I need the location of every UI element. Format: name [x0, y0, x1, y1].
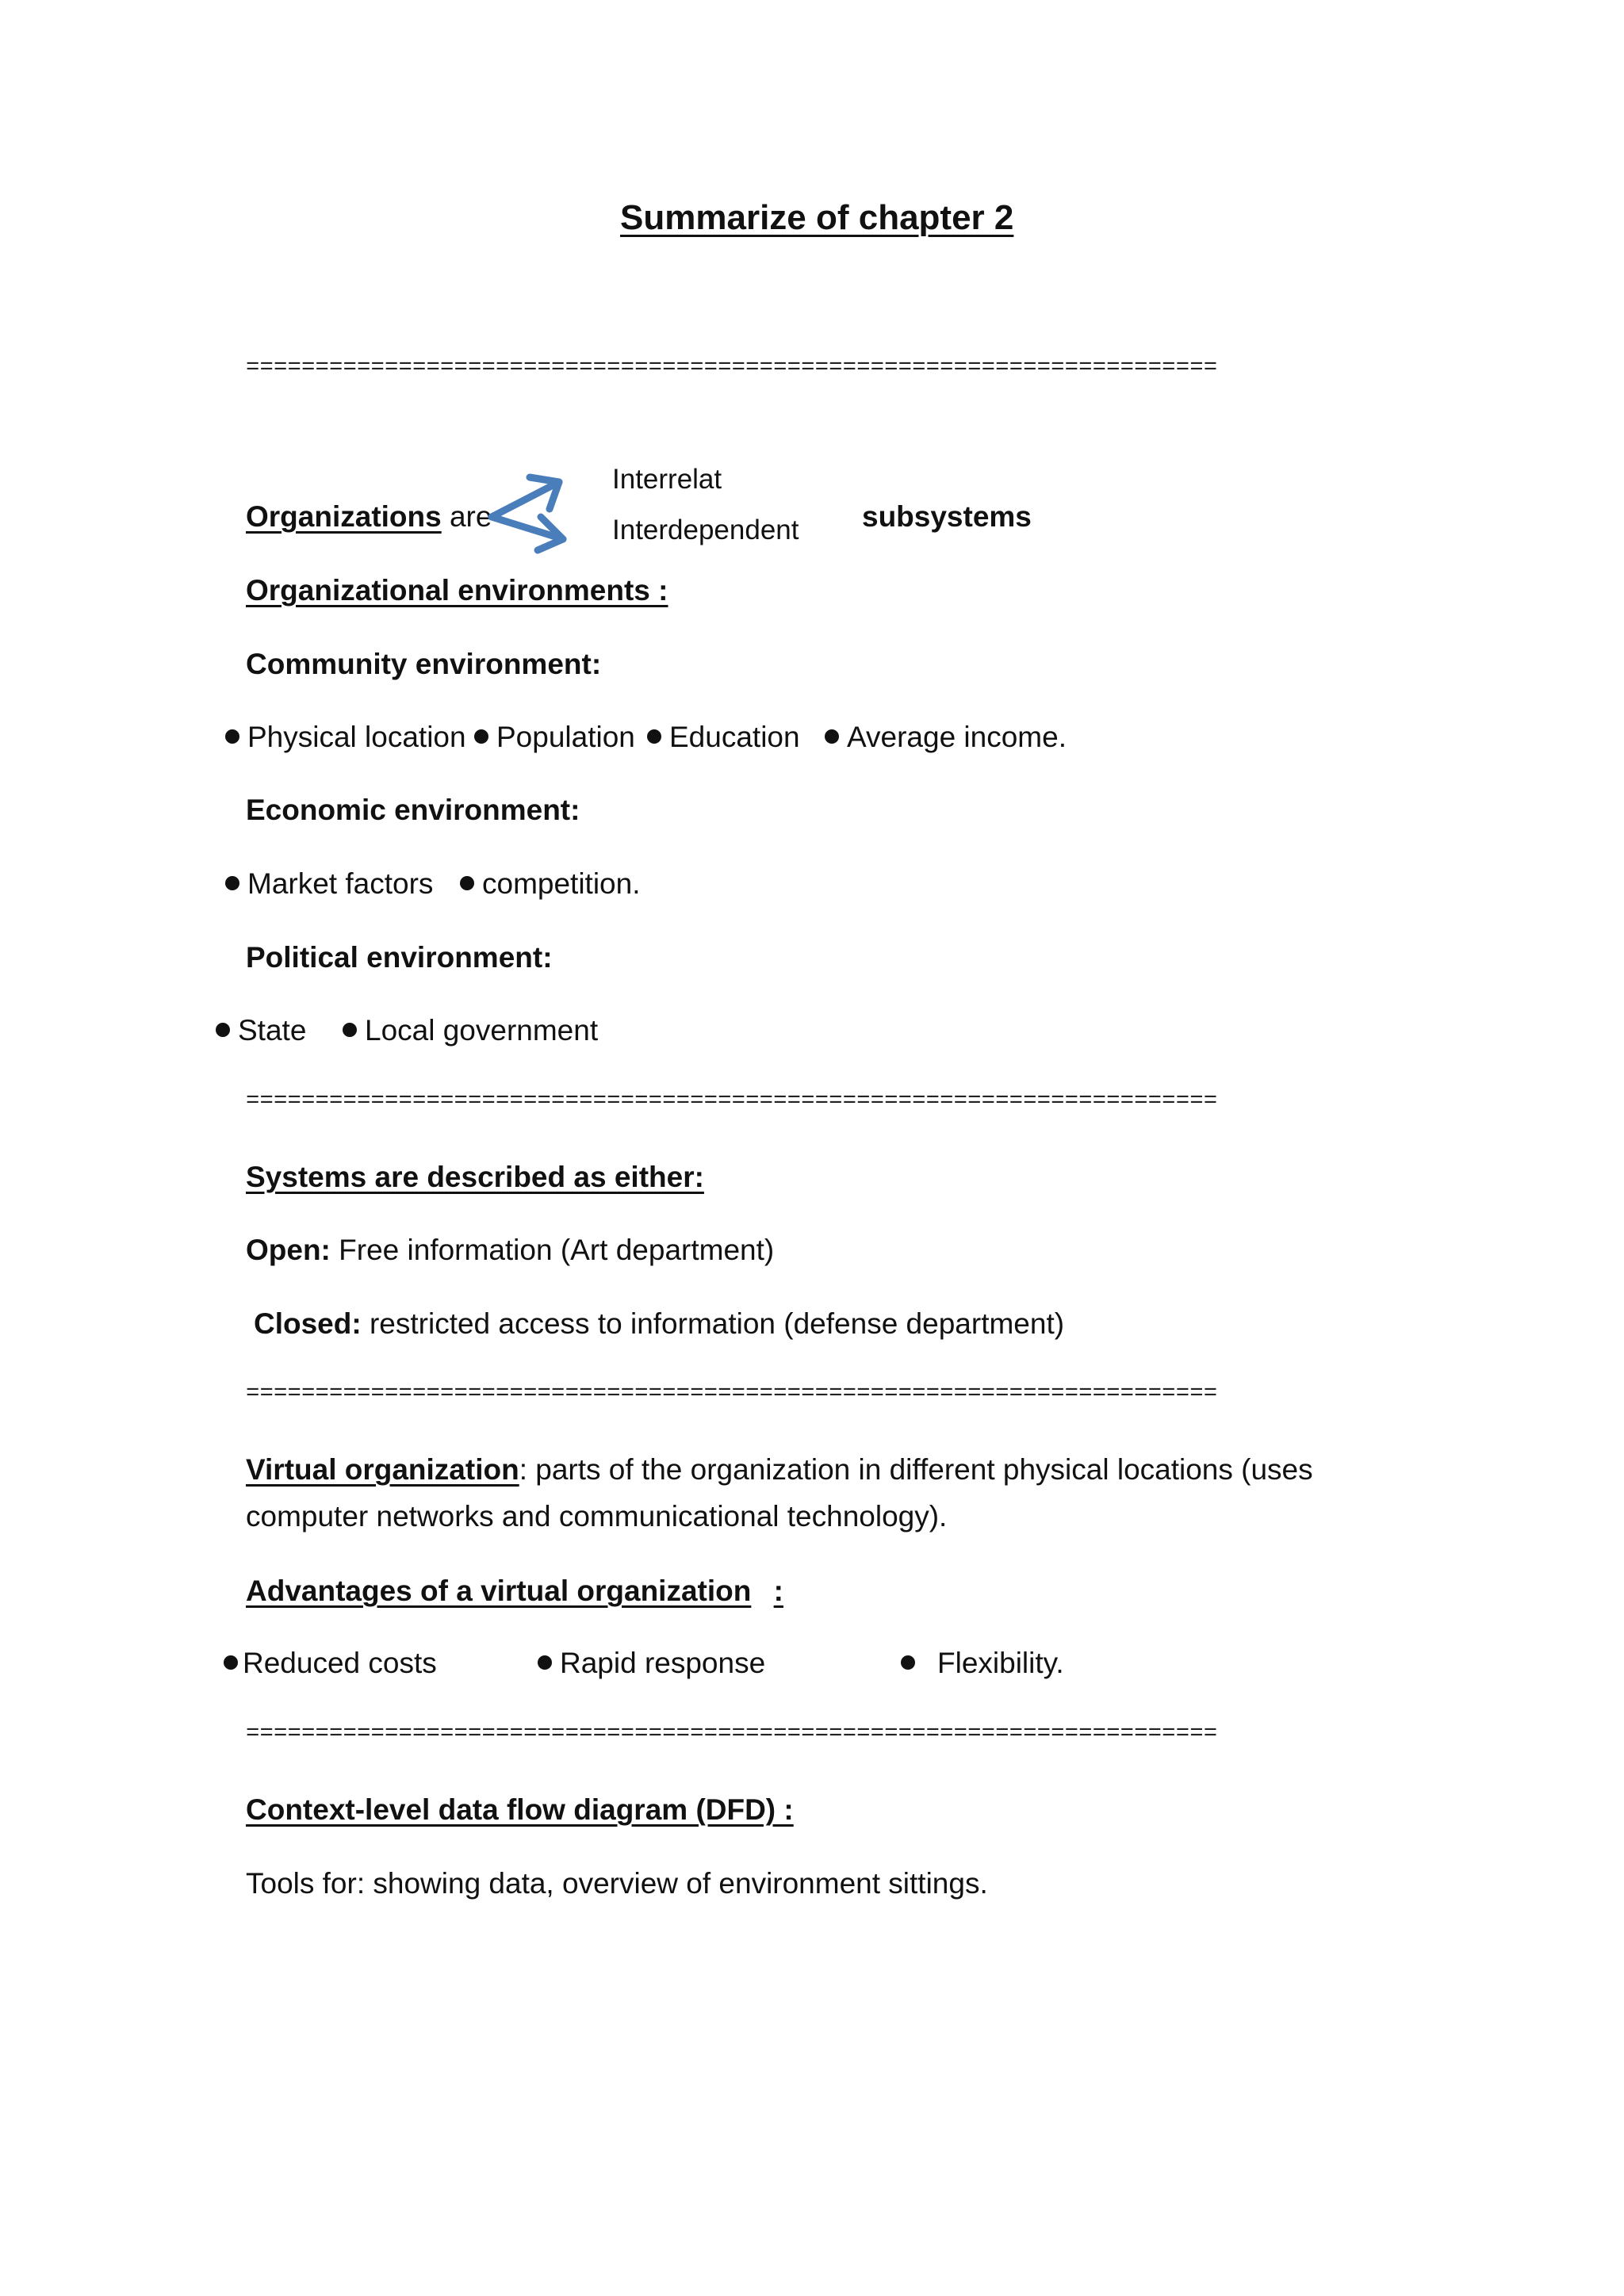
bullet-icon — [474, 729, 488, 744]
bullet-icon — [224, 1655, 238, 1670]
separator-line: ====================================================================== — [246, 1380, 1218, 1406]
advantage-item: Rapid response — [538, 1646, 765, 1681]
economic-heading: Economic environment: — [246, 794, 580, 826]
interrelat-label: Interrelat — [612, 464, 722, 495]
bullet-icon — [343, 1023, 357, 1037]
advantages-heading — [246, 1574, 783, 1609]
community-item: Average income. — [825, 720, 1067, 755]
community-heading: Community environment: — [246, 648, 602, 680]
bullet-icon — [460, 876, 474, 890]
separator-line: ====================================================================== — [246, 1720, 1218, 1747]
economic-item: competition. — [460, 867, 641, 901]
separator-line: ====================================================================== — [246, 1088, 1218, 1114]
organizations-line — [246, 499, 492, 534]
bullet-icon — [538, 1655, 552, 1670]
political-item: State — [216, 1013, 306, 1048]
org-environments-heading: Organizational environments : — [246, 574, 668, 607]
virtual-line-1 — [246, 1452, 1313, 1487]
community-item: Population — [474, 720, 635, 755]
bullet-icon — [825, 729, 839, 744]
branch-arrows-icon — [484, 468, 579, 555]
community-item: Physical location — [225, 720, 466, 755]
bullet-icon — [901, 1655, 915, 1670]
advantage-item: Reduced costs — [224, 1646, 437, 1681]
advantages-heading-text: Advantages of a virtual organization — [246, 1575, 752, 1607]
dfd-text: Tools for: showing data, overview of environment sittings. — [246, 1867, 988, 1900]
bullet-icon — [647, 729, 661, 744]
closed-text: restricted access to information (defense department) — [369, 1307, 1065, 1340]
subsystems-label: subsystems — [862, 500, 1032, 533]
advantage-item: Flexibility. — [901, 1646, 1064, 1681]
systems-heading: Systems are described as either: — [246, 1161, 704, 1193]
virtual-line-2: computer networks and communicational technology). — [246, 1500, 948, 1533]
bullet-icon — [225, 876, 239, 890]
economic-item: Market factors — [225, 867, 433, 901]
are-word: are — [441, 500, 492, 533]
dfd-heading: Context-level data flow diagram (DFD) : — [246, 1793, 794, 1826]
bullet-icon — [225, 729, 239, 744]
political-item: Local government — [343, 1013, 598, 1048]
organizations-term: Organizations — [246, 500, 442, 533]
interdependent-label: Interdependent — [612, 515, 799, 545]
advantages-heading-colon: : — [773, 1575, 783, 1607]
community-item: Education — [647, 720, 800, 755]
open-label: Open: — [246, 1234, 331, 1266]
open-line — [246, 1233, 774, 1268]
virtual-org-text-1: : parts of the organization in different physical locations (uses — [519, 1453, 1313, 1486]
bullet-icon — [216, 1023, 230, 1037]
page-title: Summarize of chapter 2 — [620, 198, 1014, 237]
open-text: Free information (Art department) — [339, 1234, 775, 1266]
closed-label: Closed: — [254, 1307, 362, 1340]
closed-line — [254, 1307, 1064, 1341]
separator-line: ====================================================================== — [246, 354, 1218, 381]
virtual-org-term: Virtual organization — [246, 1453, 519, 1486]
political-heading: Political environment: — [246, 941, 553, 974]
